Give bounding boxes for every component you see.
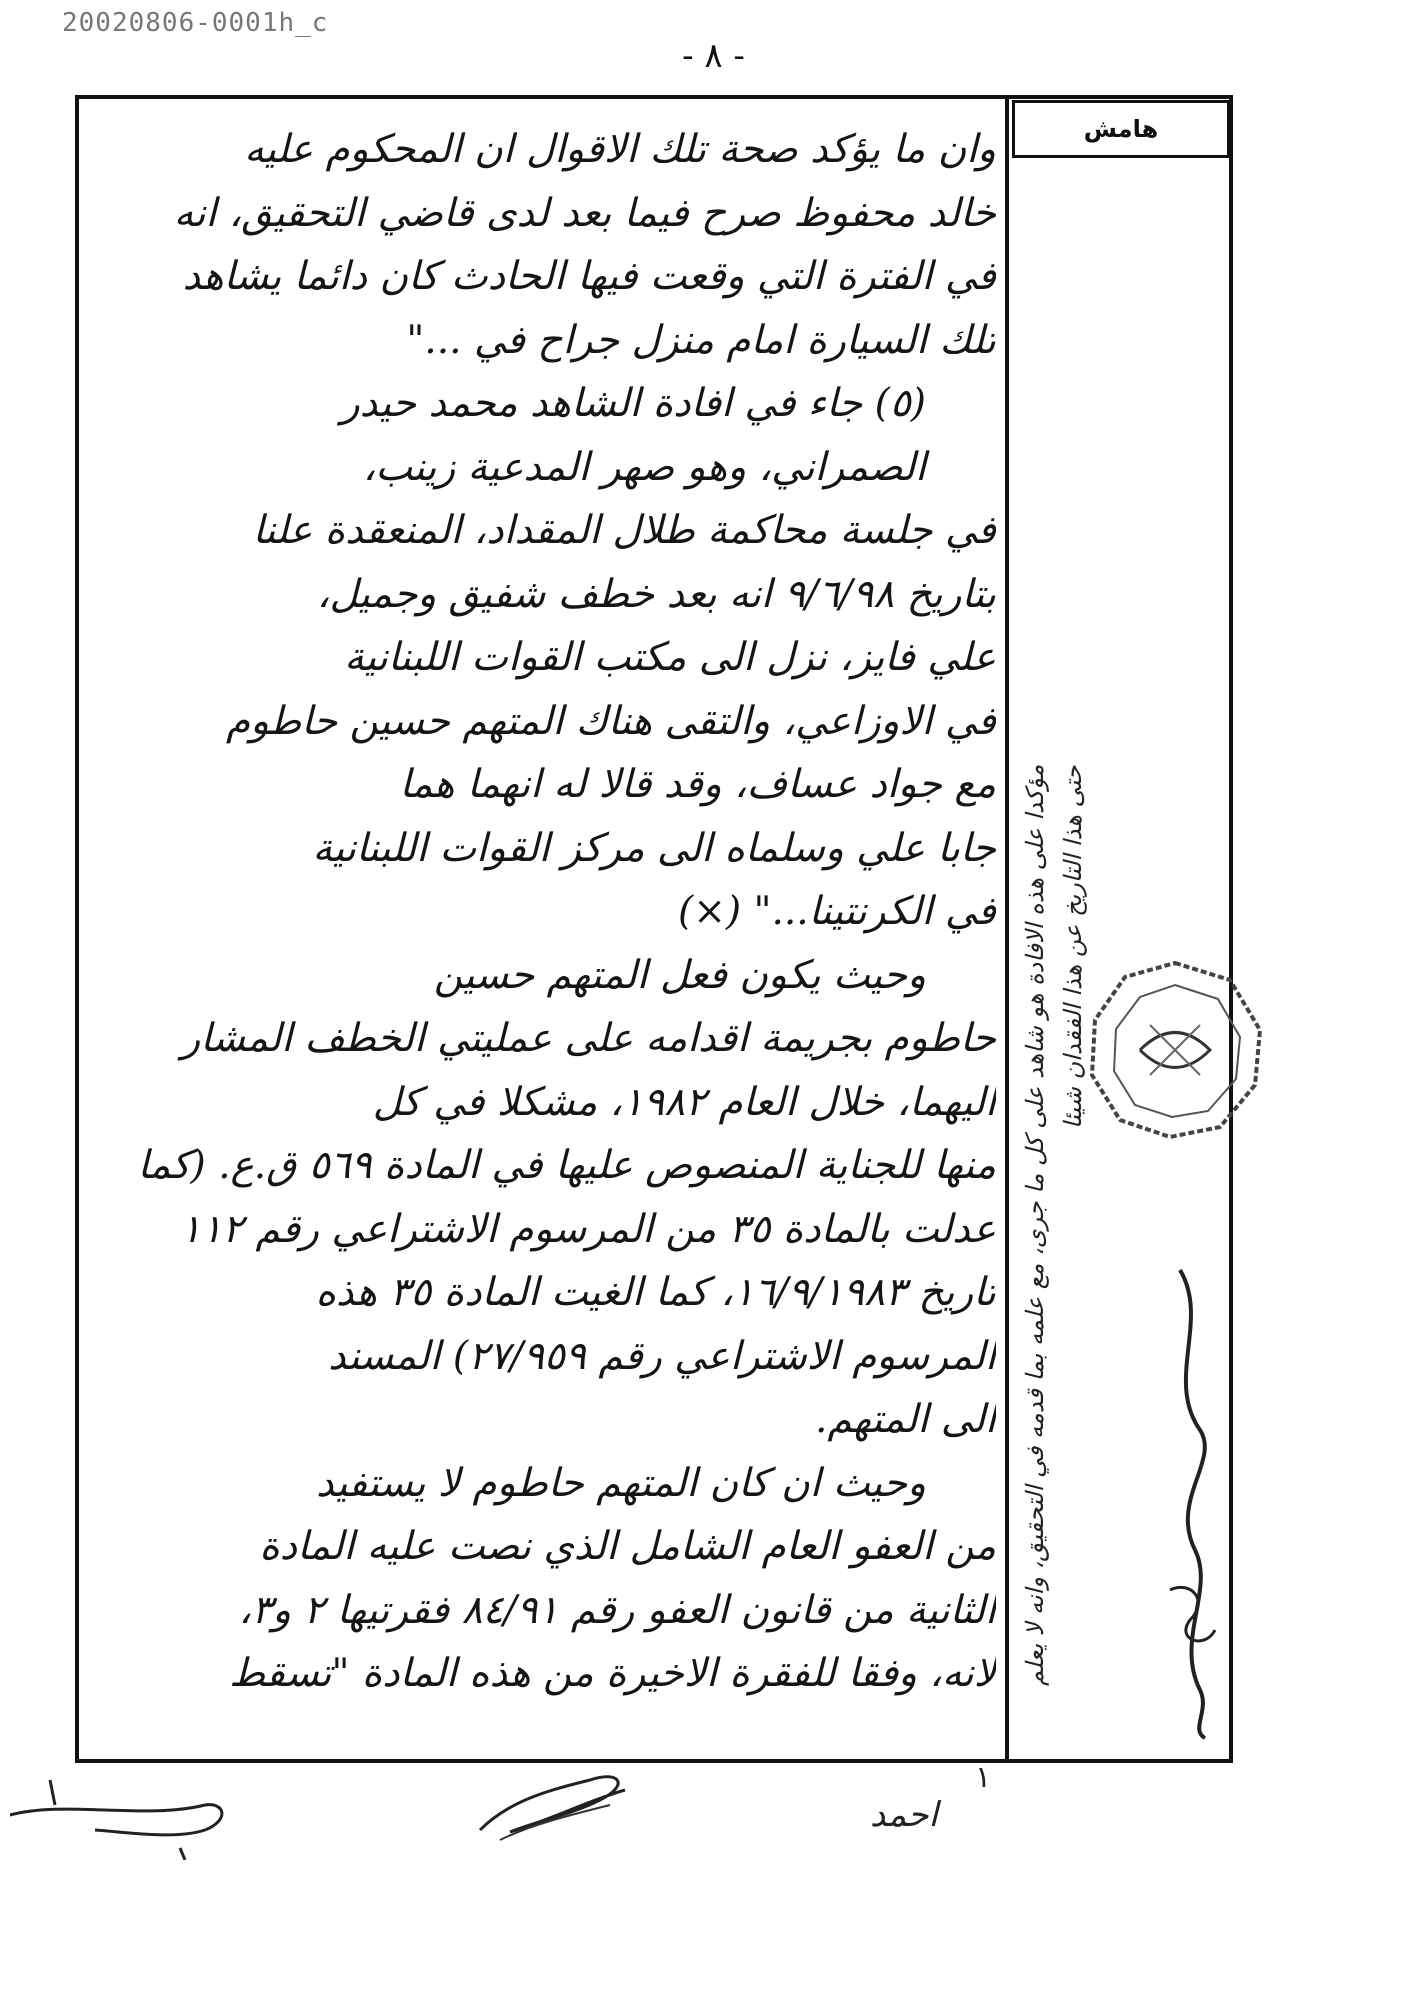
text-line: لانه، وفقا للفقرة الاخيرة من هذه المادة "تسقط	[229, 1651, 996, 1696]
text-line: من العفو العام الشامل الذي نصت عليه المادة	[259, 1524, 996, 1569]
text-line: المرسوم الاشتراعي رقم ٢٧/٩٥٩) المسند	[328, 1333, 996, 1379]
text-line: وحيث يكون فعل المتهم حسين	[433, 952, 926, 998]
text-line: في الاوزاعي، والتقى هناك المتهم حسين حاطوم	[225, 698, 996, 744]
body-text	[88, 118, 996, 1706]
signature-left	[5, 1770, 235, 1860]
margin-divider	[1005, 95, 1009, 1763]
text-line: في الفترة التي وقعت فيها الحادث كان دائما يشاهد	[182, 254, 996, 299]
document-id: 20020806-0001h_c	[62, 8, 329, 38]
footer-mark: ١	[975, 1760, 992, 1795]
text-line: بتاريخ ٩/٦/٩٨ انه بعد خطف شفيق وجميل،	[316, 571, 996, 617]
footer-initials: احمد	[870, 1795, 938, 1835]
official-stamp	[1080, 955, 1270, 1145]
text-line: علي فايز، نزل الى مكتب القوات اللبنانية	[344, 635, 996, 680]
text-line: (٥) جاء في افادة الشاهد محمد حيدر	[340, 381, 926, 426]
signature-center	[470, 1760, 640, 1850]
text-line: الصمراني، وهو صهر المدعية زينب،	[362, 444, 926, 490]
margin-header: هامش	[1012, 100, 1230, 158]
text-line: الى المتهم.	[815, 1397, 996, 1442]
text-line: حاطوم بجريمة اقدامه على عمليتي الخطف المشار	[181, 1016, 996, 1061]
text-line: منها للجناية المنصوص عليها في المادة ٥٦٩ ق.ع. (كما	[137, 1143, 996, 1188]
text-line: وان ما يؤكد صحة تلك الاقوال ان المحكوم عليه	[244, 127, 996, 172]
signature-right-margin	[1160, 1260, 1230, 1740]
text-line: اليهما، خلال العام ١٩٨٢، مشكلا في كل	[372, 1079, 996, 1125]
text-line: في الكرنتينا..." (×)	[678, 889, 996, 934]
text-line: في جلسة محاكمة طلال المقداد، المنعقدة علنا	[252, 508, 996, 553]
text-line: جابا علي وسلماه الى مركز القوات اللبنانية	[312, 825, 996, 871]
text-line: وحيث ان كان المتهم حاطوم لا يستفيد	[316, 1460, 926, 1506]
page-number: - ٨ -	[682, 36, 745, 76]
text-line: مع جواد عساف، وقد قالا له انهما هما	[399, 762, 996, 807]
margin-note: مؤكدا على هذه الافادة هو شاهد على كل ما جرى، مع علمه بما قدمه في التحقيق، وانه لا يعلم حتى هذا التاريخ عن هذا الفقدان شيئا	[1021, 765, 1087, 1687]
text-line: عدلت بالمادة ٣٥ من المرسوم الاشتراعي رقم ١١٢	[180, 1206, 996, 1252]
text-line: تاريخ ١٦/٩/١٩٨٣، كما الغيت المادة ٣٥ هذه	[315, 1270, 996, 1315]
text-line: خالد محفوظ صرح فيما بعد لدى قاضي التحقيق، انه	[173, 190, 996, 236]
text-line: الثانية من قانون العفو رقم ٨٤/٩١ فقرتيها ٢ و٣،	[238, 1587, 996, 1633]
text-line: تلك السيارة امام منزل جراح في ..."	[406, 317, 996, 363]
